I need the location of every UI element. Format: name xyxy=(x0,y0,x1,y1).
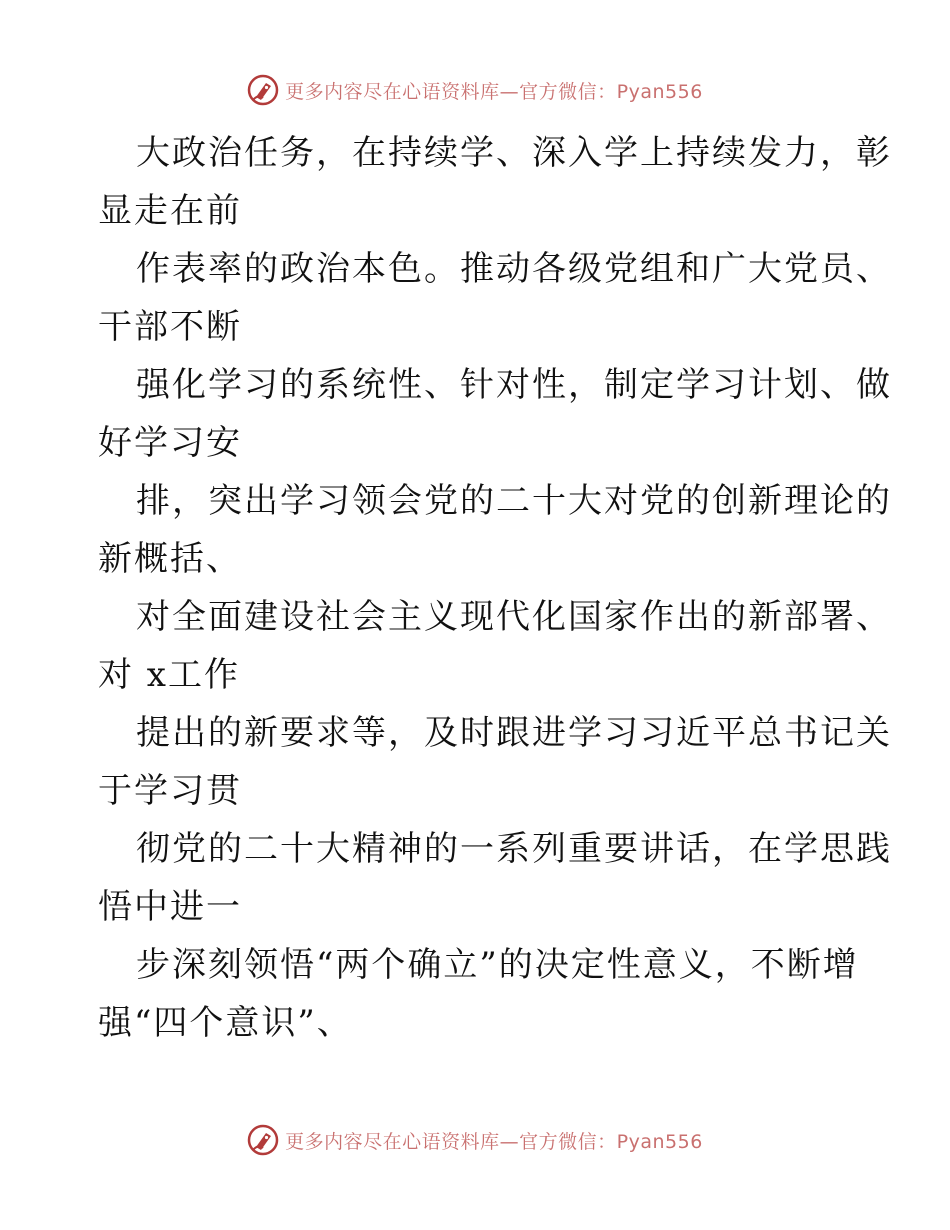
footer-banner xyxy=(0,1120,950,1160)
body-line: 好学习安 xyxy=(98,423,242,463)
body-line: 对 x工作 xyxy=(98,655,240,695)
header-banner-text: 更多内容尽在心语资料库—官方微信：Pyan556 xyxy=(285,80,703,103)
header-banner xyxy=(0,70,950,110)
body-line: 强化学习的系统性、针对性，制定学习计划、做 xyxy=(136,365,892,405)
body-line: 大政治任务，在持续学、深入学上持续发力，彰 xyxy=(136,133,892,173)
body-line: 对全面建设社会主义现代化国家作出的新部署、 xyxy=(136,597,892,637)
body-line: 新概括、 xyxy=(98,539,242,579)
body-line: 强“四个意识”、 xyxy=(98,1003,353,1043)
body-line: 彻党的二十大精神的一系列重要讲话，在学思践 xyxy=(136,829,892,869)
body-line: 悟中进一 xyxy=(98,887,242,927)
body-line: 提出的新要求等，及时跟进学习习近平总书记关 xyxy=(136,713,892,753)
body-line: 于学习贯 xyxy=(98,771,242,811)
body-line: 排，突出学习领会党的二十大对党的创新理论的 xyxy=(136,481,892,521)
body-line: 显走在前 xyxy=(98,191,242,231)
body-line: 干部不断 xyxy=(98,307,242,347)
body-line: 步深刻领悟“两个确立”的决定性意义，不断增 xyxy=(136,945,859,985)
pen-nib-logo-icon xyxy=(247,1124,279,1156)
document-body xyxy=(98,124,892,1052)
body-line: 作表率的政治本色。推动各级党组和广大党员、 xyxy=(136,249,892,289)
pen-nib-logo-icon xyxy=(247,74,279,106)
footer-banner-text: 更多内容尽在心语资料库—官方微信：Pyan556 xyxy=(285,1130,703,1153)
